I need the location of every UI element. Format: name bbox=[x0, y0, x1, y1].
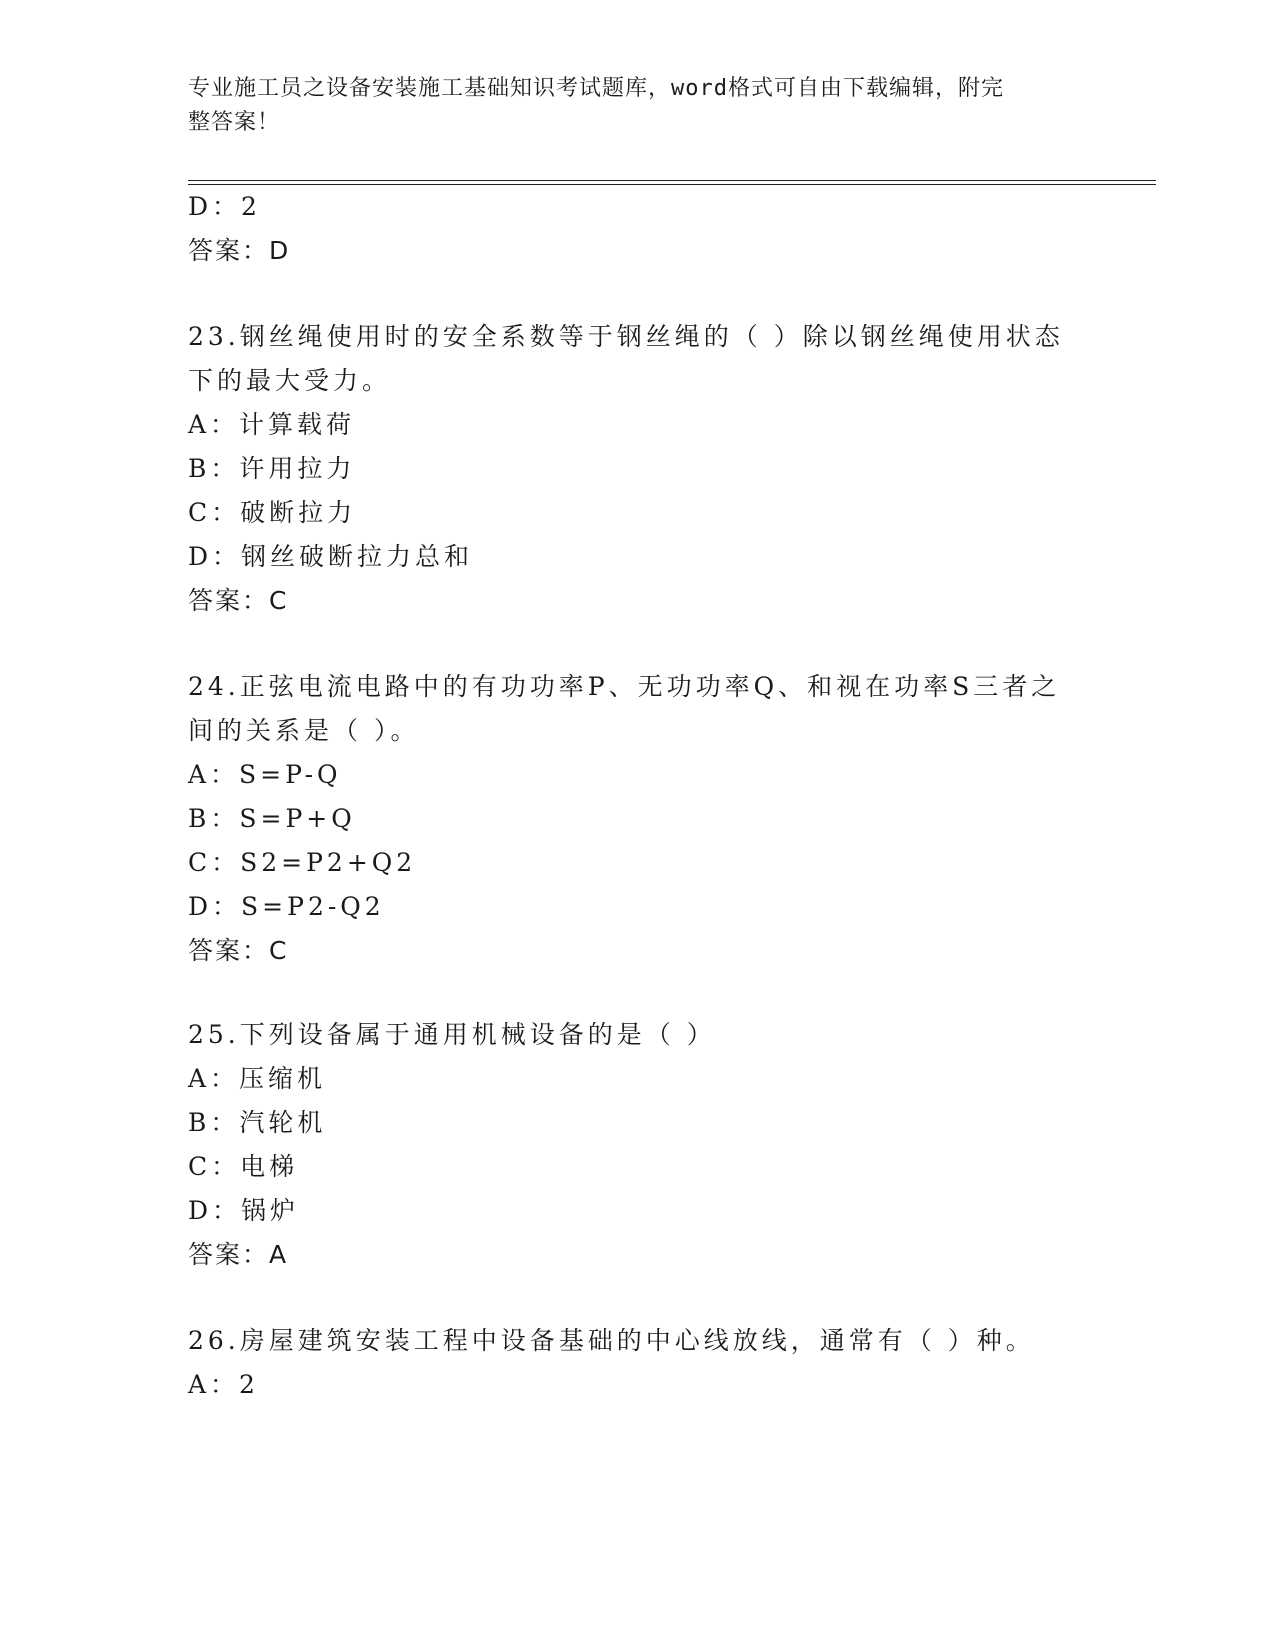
document-header bbox=[188, 72, 1078, 140]
header-line-1: 专业施工员之设备安装施工基础知识考试题库，word格式可自由下载编辑，附完 bbox=[188, 76, 1004, 101]
question-25-option-c: C：电梯 bbox=[188, 1152, 299, 1181]
prev-answer: 答案：D bbox=[188, 236, 291, 265]
question-23-option-d: D：钢丝破断拉力总和 bbox=[188, 542, 474, 571]
question-25-option-a: A：压缩机 bbox=[188, 1064, 327, 1093]
question-23-line-1: 23.钢丝绳使用时的安全系数等于钢丝绳的（ ）除以钢丝绳使用状态 bbox=[188, 322, 1064, 351]
question-25-line-1: 25.下列设备属于通用机械设备的是（ ） bbox=[188, 1020, 716, 1049]
question-24-option-d: D：S=P2-Q2 bbox=[188, 892, 385, 921]
question-24-option-b: B：S=P+Q bbox=[188, 804, 356, 833]
question-25-option-d: D：锅炉 bbox=[188, 1196, 300, 1225]
question-26-line-1: 26.房屋建筑安装工程中设备基础的中心线放线，通常有（ ）种。 bbox=[188, 1326, 1035, 1355]
question-25-answer: 答案：A bbox=[188, 1240, 289, 1269]
question-23-answer: 答案：C bbox=[188, 586, 289, 615]
question-25-option-b: B：汽轮机 bbox=[188, 1108, 327, 1137]
question-24-line-1: 24.正弦电流电路中的有功功率P、无功功率Q、和视在功率S三者之 bbox=[188, 672, 1061, 701]
question-26-option-a: A：2 bbox=[188, 1370, 259, 1399]
question-24-option-c: C：S2=P2+Q2 bbox=[188, 848, 417, 877]
header-line-2: 整答案！ bbox=[188, 110, 281, 135]
question-23-option-a: A：计算载荷 bbox=[188, 410, 356, 439]
question-24-option-a: A：S=P-Q bbox=[188, 760, 342, 789]
header-divider-top bbox=[188, 180, 1156, 181]
question-23-option-b: B：许用拉力 bbox=[188, 454, 356, 483]
question-23-line-2: 下的最大受力。 bbox=[188, 366, 392, 395]
prev-option-d: D：2 bbox=[188, 192, 261, 221]
header-divider-bottom bbox=[188, 184, 1156, 185]
question-24-line-2: 间的关系是（ ）。 bbox=[188, 716, 420, 745]
question-23-option-c: C：破断拉力 bbox=[188, 498, 357, 527]
question-24-answer: 答案：C bbox=[188, 936, 289, 965]
